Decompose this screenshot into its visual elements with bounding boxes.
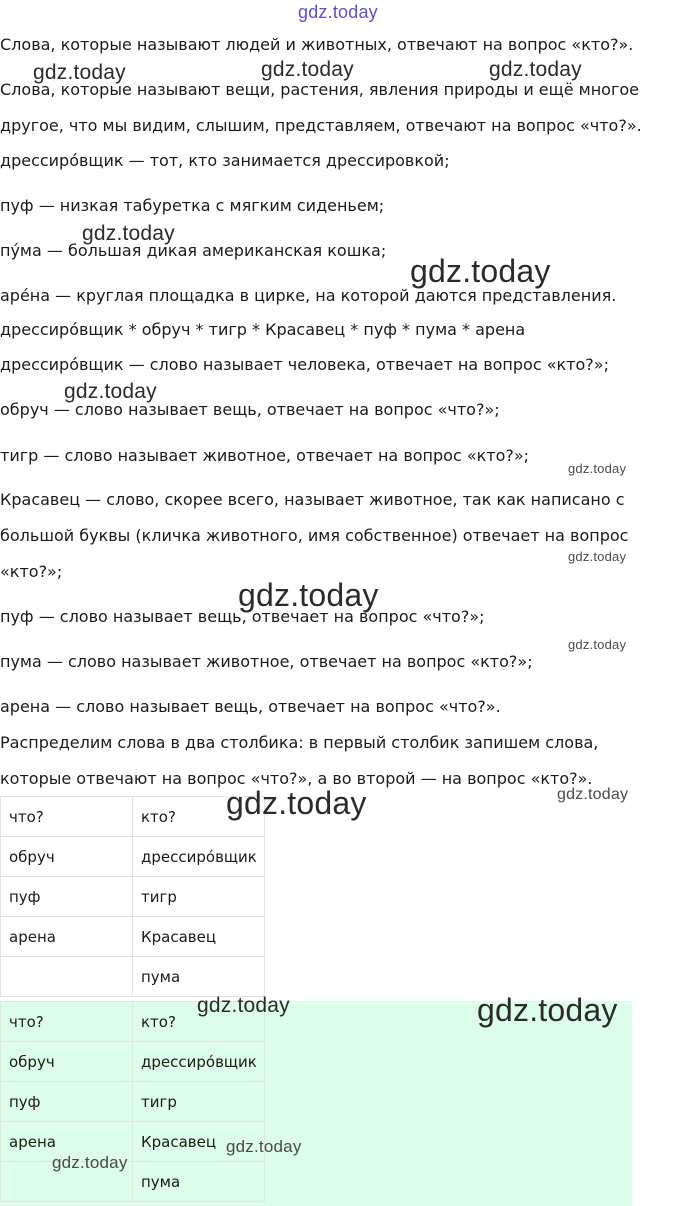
table-cell (1, 957, 133, 997)
watermark: gdz.today (410, 253, 551, 289)
watermark: gdz.today (568, 461, 627, 476)
text-line: пуф — низкая табуретка с мягким сиденьем; (0, 196, 385, 215)
watermark: gdz.today (298, 2, 378, 22)
table-cell: пума (133, 1162, 265, 1202)
table-cell: тигр (133, 877, 265, 917)
table-cell: арена (1, 917, 133, 957)
watermark: gdz.today (226, 1137, 302, 1156)
table-cell: дрессиро́вщик (133, 837, 265, 877)
table-cell: Красавец (133, 1122, 265, 1162)
answer-table (0, 1001, 265, 1202)
table-row (1, 917, 265, 957)
table-row (1, 1122, 265, 1162)
watermark: gdz.today (52, 1153, 128, 1172)
text-line: дрессиро́вщик — тот, кто занимается дрессировкой; (0, 151, 450, 170)
text-line: «кто?»; (0, 562, 63, 581)
table-row (1, 877, 265, 917)
table-cell: пуф (1, 877, 133, 917)
table-cell: Красавец (133, 917, 265, 957)
watermark: gdz.today (64, 380, 157, 403)
watermark: gdz.today (226, 785, 367, 821)
watermark: gdz.today (238, 577, 379, 613)
table-row (1, 957, 265, 997)
watermark: gdz.today (568, 637, 627, 652)
table-cell: пума (133, 957, 265, 997)
table-row (1, 1082, 265, 1122)
text-line: арена — слово называет вещь, отвечает на вопрос «что?». (0, 697, 501, 716)
text-line: тигр — слово называет животное, отвечает на вопрос «кто?»; (0, 446, 530, 465)
watermark: gdz.today (489, 58, 582, 81)
watermark: gdz.today (568, 549, 627, 564)
table-cell: что? (1, 1002, 133, 1042)
table-cell: тигр (133, 1082, 265, 1122)
text-line: дрессиро́вщик * обруч * тигр * Красавец * пуф * пума * арена (0, 320, 526, 339)
text-line: другое, что мы видим, слышим, представляем, отвечают на вопрос «что?». (0, 116, 642, 135)
table-cell: что? (1, 797, 133, 837)
table-cell: кто? (133, 1002, 265, 1042)
text-line: Красавец — слово, скорее всего, называет животное, так как написано с (0, 490, 625, 509)
table-cell: дрессиро́вщик (133, 1042, 265, 1082)
words-table (0, 796, 265, 997)
table-cell: арена (1, 1122, 133, 1162)
text-line: пума — слово называет животное, отвечает на вопрос «кто?»; (0, 652, 533, 671)
table-row (1, 1162, 265, 1202)
text-line: пу́ма — большая дикая американская кошка; (0, 241, 387, 260)
text-line: дрессиро́вщик — слово называет человека, отвечает на вопрос «кто?»; (0, 355, 609, 374)
watermark: gdz.today (261, 58, 354, 81)
table-cell: пуф (1, 1082, 133, 1122)
table-row (1, 1042, 265, 1082)
table-cell: кто? (133, 797, 265, 837)
table-cell: обруч (1, 1042, 133, 1082)
text-line: аре́на — круглая площадка в цирке, на которой даются представления. (0, 286, 617, 305)
text-line: обруч — слово называет вещь, отвечает на вопрос «что?»; (0, 400, 500, 419)
text-line: пуф — слово называет вещь, отвечает на вопрос «что?»; (0, 607, 485, 626)
watermark: gdz.today (477, 992, 618, 1028)
table-row (1, 797, 265, 837)
text-line: которые отвечают на вопрос «что?», а во второй — на вопрос «кто?». (0, 769, 593, 788)
text-line: Слова, которые называют вещи, растения, явления природы и ещё многое (0, 80, 640, 99)
text-line: Распределим слова в два столбика: в первый столбик запишем слова, (0, 733, 599, 752)
watermark: gdz.today (197, 994, 290, 1017)
watermark: gdz.today (33, 61, 126, 84)
table-row (1, 837, 265, 877)
text-line: большой буквы (кличка животного, имя собственное) отвечает на вопрос (0, 526, 629, 545)
watermark: gdz.today (557, 786, 629, 803)
text-line: Слова, которые называют людей и животных, отвечают на вопрос «кто?». (0, 35, 634, 54)
watermark: gdz.today (82, 222, 175, 245)
table-cell: обруч (1, 837, 133, 877)
